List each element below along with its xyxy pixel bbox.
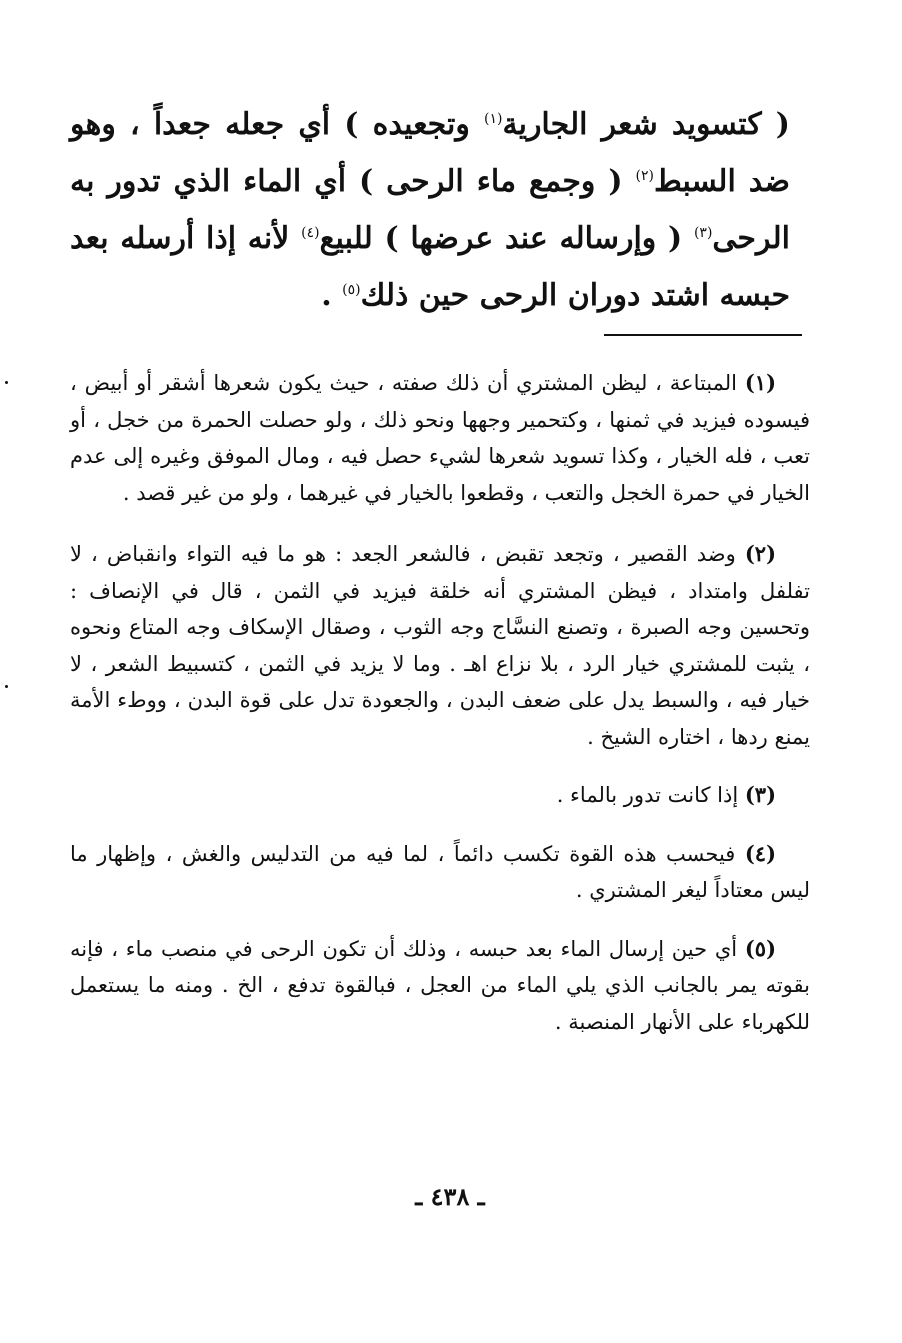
footnotes-section [70, 365, 810, 1040]
footnote-marker-1[interactable]: (١) [484, 111, 503, 127]
main-text-segment-4: ( وإرساله عند عرضها ) للبيع [319, 221, 694, 256]
footnote-1 [70, 365, 810, 511]
margin-dot-mark [5, 685, 8, 688]
footnote-separator-line [604, 334, 802, 336]
footnote-marker-3[interactable]: (٣) [693, 225, 713, 241]
footnote-number-4: (٤) [744, 840, 776, 866]
footnote-number-5: (٥) [744, 935, 776, 961]
footnote-text-2: وضد القصير ، وتجعد تقبض ، فالشعر الجعد : هو ما فيه التواء وانقباض ، لا تفلفل وامتداد ، فيظن المشتري أنه خلقة فيزيد في الثمن ، قال في الإنصاف : وتحسين وجه الصبرة ، وتصنع النسَّاج وجه الثوب ، وصقال الإسكاف وجه المتاع ونحوه ، يثبت للمشتري خيار الرد ، بلا نزاع اهـ . وما لا يزيد في الثمن ، كتسبيط الشعر ، لا خيار فيه ، والسبط يدل على ضعف البدن ، والجعودة تدل على قوة البدن ، ووطء الأمة يمنع ردها ، اختاره الشيخ . [70, 542, 810, 749]
main-text-segment-1: ( كتسويد شعر الجارية [502, 107, 790, 142]
main-text-segment-6: . [321, 278, 343, 313]
footnote-text-4: فيحسب هذه القوة تكسب دائماً ، لما فيه من التدليس والغش ، وإظهار ما ليس معتاداً ليغر المشتري . [70, 841, 810, 902]
main-text [70, 96, 790, 324]
footnote-marker-2[interactable]: (٢) [635, 168, 655, 184]
footnote-5 [70, 931, 810, 1041]
footnote-4 [70, 836, 810, 909]
main-text-segment-3: ( وجمع ماء الرحى ) أي الماء الذي تدور به الرحى [70, 164, 790, 256]
footnote-marker-5[interactable]: (٥) [342, 282, 361, 298]
footnote-3 [70, 777, 810, 814]
footnote-text-3: إذا كانت تدور بالماء . [556, 783, 745, 807]
footnote-number-3: (٣) [744, 782, 776, 807]
footnote-number-2: (٢) [744, 541, 776, 566]
margin-dot-mark [5, 381, 8, 384]
footnote-marker-4[interactable]: (٤) [301, 225, 320, 241]
footnote-text-1: المبتاعة ، ليظن المشتري أن ذلك صفته ، حيث يكون شعرها أشقر أو أبيض ، فيسوده فيزيد في ثمنها ، وكتحمير وجهها ونحو ذلك ، ولو حصلت الحمرة من خجل ، أو تعب ، فله الخيار ، وكذا تسويد شعرها لشيء حصل فيه ، ومال الموفق وغيره إلى عدم الخيار في حمرة الخجل والتعب ، وقطعوا بالخيار في غيرهما ، ولو من غير قصد . [70, 371, 810, 505]
footnote-text-5: أي حين إرسال الماء بعد حبسه ، وذلك أن تكون الرحى في منصب ماء ، فإنه بقوته يمر بالجانب الذي يلي الماء من العجل ، فبالقوة تدفع ، الخ . ومنه ما يستعمل للكهرباء على الأنهار المنصبة . [70, 936, 810, 1034]
page-number: ـ ٤٣٨ ـ [415, 1182, 485, 1211]
main-text-segment-5: لأنه إذا أرسله بعد حبسه اشتد دوران الرحى حين ذلك [70, 221, 790, 313]
main-text-segment-2: وتجعيده ) أي جعله جعداً ، وهو ضد السبط [70, 107, 790, 199]
footnote-number-1: (١) [744, 370, 776, 395]
footnote-2 [70, 536, 810, 755]
